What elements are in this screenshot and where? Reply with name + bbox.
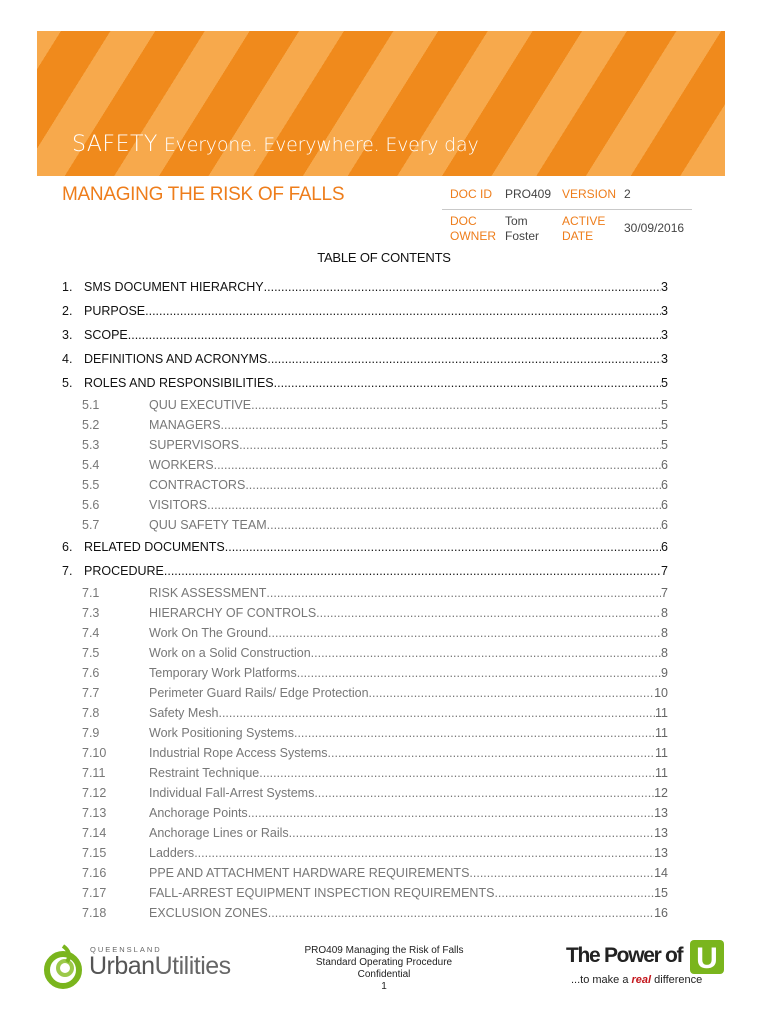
toc-entry-number: 5. bbox=[62, 376, 73, 390]
toc-entry-title: SCOPE bbox=[84, 328, 128, 342]
toc-entry-title: MANAGERS bbox=[149, 418, 221, 432]
toc-entry-number: 7.15 bbox=[82, 846, 107, 860]
banner-slogan bbox=[72, 132, 479, 157]
toc-entry-title: PROCEDURE bbox=[84, 564, 164, 578]
toc-entry-number: 7.7 bbox=[82, 686, 100, 700]
toc-entry-number: 7.18 bbox=[82, 906, 107, 920]
toc-entry-leader bbox=[245, 475, 661, 495]
toc-entry-title: RISK ASSESSMENT bbox=[149, 586, 267, 600]
doc-owner-value-line2: Foster bbox=[505, 229, 540, 243]
toc-entry-title: CONTRACTORS bbox=[149, 478, 246, 492]
toc-entry[interactable] bbox=[62, 435, 668, 455]
toc-entry-page: 11 bbox=[655, 726, 668, 740]
power-tagline bbox=[571, 974, 702, 986]
toc-entry-number: 7.13 bbox=[82, 806, 107, 820]
toc-entry-number: 6. bbox=[62, 540, 73, 554]
toc-entry[interactable] bbox=[62, 663, 668, 683]
toc-entry-leader bbox=[469, 863, 654, 883]
active-date-label-line2: DATE bbox=[562, 229, 594, 243]
toc-entry-leader bbox=[225, 535, 661, 559]
toc-entry-leader bbox=[214, 455, 661, 475]
toc-entry[interactable] bbox=[62, 883, 668, 903]
toc-entry-leader bbox=[145, 299, 661, 323]
toc-entry-leader bbox=[267, 347, 661, 371]
toc-entry-page: 6 bbox=[661, 540, 668, 554]
logo-word-utilities: Utilities bbox=[154, 952, 231, 980]
banner-tagline: Everyone. Everywhere. Every day bbox=[163, 134, 479, 156]
toc-entry[interactable] bbox=[62, 903, 668, 923]
toc-entry-number: 7.1 bbox=[82, 586, 100, 600]
toc-entry-page: 13 bbox=[654, 826, 668, 840]
toc-entry-number: 7.5 bbox=[82, 646, 100, 660]
toc-entry-page: 5 bbox=[661, 418, 668, 432]
toc-entry[interactable] bbox=[62, 347, 668, 371]
toc-entry-title: Ladders bbox=[149, 846, 195, 860]
toc-entry-title: WORKERS bbox=[149, 458, 214, 472]
toc-entry-page: 8 bbox=[661, 606, 668, 620]
toc-entry[interactable] bbox=[62, 683, 668, 703]
doc-owner-value-line1: Tom bbox=[505, 214, 528, 228]
meta-row-1 bbox=[442, 183, 692, 210]
toc-entry-page: 12 bbox=[654, 786, 668, 800]
footer-doc-name: PRO409 Managing the Risk of Falls bbox=[304, 945, 464, 956]
toc-entry-page: 5 bbox=[661, 376, 668, 390]
toc-entry[interactable] bbox=[62, 623, 668, 643]
toc-entry[interactable] bbox=[62, 495, 668, 515]
toc-entry-page: 6 bbox=[661, 498, 668, 512]
toc-entry-page: 5 bbox=[661, 438, 668, 452]
toc-entry-leader bbox=[314, 783, 654, 803]
qld-urban-utilities-swirl-icon bbox=[43, 942, 83, 990]
toc-entry-page: 6 bbox=[661, 478, 668, 492]
banner-safety-word: SAFETY bbox=[72, 132, 158, 157]
toc-entry[interactable] bbox=[62, 723, 668, 743]
toc-entry-number: 7.16 bbox=[82, 866, 107, 880]
tagline-prefix: ...to make a bbox=[571, 974, 632, 986]
toc-entry-number: 5.5 bbox=[82, 478, 100, 492]
toc-entry-leader bbox=[267, 515, 661, 535]
safety-banner bbox=[37, 31, 725, 176]
toc-entry[interactable] bbox=[62, 583, 668, 603]
toc-heading: TABLE OF CONTENTS bbox=[317, 250, 451, 265]
toc-entry-page: 3 bbox=[661, 280, 668, 294]
toc-entry-number: 7.6 bbox=[82, 666, 100, 680]
toc-entry-number: 7.4 bbox=[82, 626, 100, 640]
toc-entry-number: 7.8 bbox=[82, 706, 100, 720]
toc-entry-number: 3. bbox=[62, 328, 73, 342]
toc-entry[interactable] bbox=[62, 299, 668, 323]
toc-entry-number: 5.2 bbox=[82, 418, 100, 432]
toc-entry-number: 7.3 bbox=[82, 606, 100, 620]
toc-entry-page: 15 bbox=[654, 886, 668, 900]
toc-entry-page: 3 bbox=[661, 304, 668, 318]
toc-entry-number: 5.3 bbox=[82, 438, 100, 452]
toc-entry-title: Restraint Technique bbox=[149, 766, 260, 780]
active-date-label-line1: ACTIVE bbox=[562, 214, 606, 228]
toc-entry[interactable] bbox=[62, 643, 668, 663]
toc-entry-leader bbox=[328, 743, 655, 763]
toc-entry-leader bbox=[266, 583, 661, 603]
toc-entry-leader bbox=[294, 723, 655, 743]
toc-entry-title: DEFINITIONS AND ACRONYMS bbox=[84, 352, 268, 366]
toc-entry-title: EXCLUSION ZONES bbox=[149, 906, 268, 920]
toc-entry[interactable] bbox=[62, 843, 668, 863]
toc-entry-page: 6 bbox=[661, 518, 668, 532]
toc-entry-title: QUU SAFETY TEAM bbox=[149, 518, 267, 532]
toc-entry-title: SUPERVISORS bbox=[149, 438, 240, 452]
power-u-letter: U bbox=[696, 942, 718, 974]
toc-entry[interactable] bbox=[62, 803, 668, 823]
power-u-icon bbox=[690, 940, 724, 974]
urban-utilities-logo bbox=[43, 942, 233, 992]
toc-entry-page: 7 bbox=[661, 586, 668, 600]
toc-entry-title: Individual Fall-Arrest Systems bbox=[149, 786, 315, 800]
toc-entry-number: 5.1 bbox=[82, 398, 100, 412]
toc-entry-page: 8 bbox=[661, 626, 668, 640]
toc-entry-number: 2. bbox=[62, 304, 73, 318]
toc-entry-page: 16 bbox=[654, 906, 668, 920]
toc-entry-title: Perimeter Guard Rails/ Edge Protection bbox=[149, 686, 369, 700]
toc-entry-title: Temporary Work Platforms bbox=[149, 666, 297, 680]
doc-id-label: DOC ID bbox=[450, 187, 492, 201]
logo-queensland-text: QUEENSLAND bbox=[90, 945, 162, 954]
toc-entry-page: 3 bbox=[661, 328, 668, 342]
tagline-suffix: difference bbox=[651, 974, 703, 986]
toc-entry-leader bbox=[221, 415, 662, 435]
toc-entry[interactable] bbox=[62, 823, 668, 843]
toc-entry-leader bbox=[369, 683, 655, 703]
toc-entry-leader bbox=[297, 663, 661, 683]
toc-entry-title: QUU EXECUTIVE bbox=[149, 398, 252, 412]
toc-entry-number: 5.4 bbox=[82, 458, 100, 472]
toc-entry-title: Safety Mesh bbox=[149, 706, 219, 720]
toc-entry-page: 11 bbox=[655, 746, 668, 760]
toc-entry-leader bbox=[494, 883, 654, 903]
toc-entry-leader bbox=[207, 495, 661, 515]
toc-entry-title: Work On The Ground bbox=[149, 626, 269, 640]
toc-entry[interactable] bbox=[62, 783, 668, 803]
footer-page-number: 1 bbox=[381, 981, 387, 992]
toc-entry-leader bbox=[264, 275, 661, 299]
toc-entry-title: SMS DOCUMENT HIERARCHY bbox=[84, 280, 264, 294]
toc-entry[interactable] bbox=[62, 703, 668, 723]
toc-entry-leader bbox=[194, 843, 654, 863]
power-of-u-logo bbox=[566, 940, 728, 992]
doc-owner-label-line1: DOC bbox=[450, 214, 477, 228]
toc-entry[interactable] bbox=[62, 455, 668, 475]
toc-entry-leader bbox=[128, 323, 661, 347]
toc-entry-number: 7.12 bbox=[82, 786, 107, 800]
toc-entry-leader bbox=[311, 643, 661, 663]
toc-entry-title: Anchorage Lines or Rails bbox=[149, 826, 289, 840]
active-date-value: 30/09/2016 bbox=[624, 221, 685, 235]
toc-entry[interactable] bbox=[62, 743, 668, 763]
toc-entry-number: 4. bbox=[62, 352, 73, 366]
toc-entry-page: 13 bbox=[654, 806, 668, 820]
toc-entry[interactable] bbox=[62, 275, 668, 299]
toc-entry[interactable] bbox=[62, 863, 668, 883]
document-title: MANAGING THE RISK OF FALLS bbox=[62, 184, 345, 205]
toc-entry-title: PPE AND ATTACHMENT HARDWARE REQUIREMENTS bbox=[149, 866, 470, 880]
toc-entry[interactable] bbox=[62, 559, 668, 583]
toc-entry-leader bbox=[268, 623, 661, 643]
toc-entry-page: 6 bbox=[661, 458, 668, 472]
toc-entry[interactable] bbox=[62, 395, 668, 415]
toc-entry-page: 14 bbox=[654, 866, 668, 880]
toc-entry-title: Work on a Solid Construction bbox=[149, 646, 311, 660]
toc-entry-number: 7. bbox=[62, 564, 73, 578]
toc-entry-leader bbox=[268, 903, 654, 923]
toc-entry-leader bbox=[218, 703, 655, 723]
toc-entry-number: 5.6 bbox=[82, 498, 100, 512]
toc-entry-leader bbox=[251, 395, 661, 415]
doc-owner-label-line2: OWNER bbox=[450, 229, 496, 243]
toc-entry-leader bbox=[274, 371, 661, 395]
toc-entry-page: 11 bbox=[655, 766, 668, 780]
toc-entry-leader bbox=[164, 559, 661, 583]
toc-entry-leader bbox=[239, 435, 661, 455]
toc-entry-leader bbox=[316, 603, 661, 623]
toc-entry-title: ROLES AND RESPONSIBILITIES bbox=[84, 376, 274, 390]
toc-entry-page: 9 bbox=[661, 666, 668, 680]
toc-entry-title: PURPOSE bbox=[84, 304, 146, 318]
toc-entry-number: 7.14 bbox=[82, 826, 107, 840]
version-value: 2 bbox=[624, 187, 631, 201]
footer-confidential: Confidential bbox=[357, 969, 411, 980]
toc-entry-number: 1. bbox=[62, 280, 73, 294]
toc-entry-title: Industrial Rope Access Systems bbox=[149, 746, 328, 760]
toc-entry[interactable] bbox=[62, 415, 668, 435]
toc-entry-page: 11 bbox=[655, 706, 668, 720]
toc-entry-number: 7.9 bbox=[82, 726, 100, 740]
toc-entry[interactable] bbox=[62, 371, 668, 395]
toc-entry[interactable] bbox=[62, 535, 668, 559]
toc-entry[interactable] bbox=[62, 323, 668, 347]
toc-entry-leader bbox=[259, 763, 655, 783]
toc-entry-number: 7.10 bbox=[82, 746, 107, 760]
toc-entry-title: FALL-ARREST EQUIPMENT INSPECTION REQUIREMENTS bbox=[149, 886, 495, 900]
toc-entry-title: VISITORS bbox=[149, 498, 208, 512]
toc-entry[interactable] bbox=[62, 515, 668, 535]
toc-entry-leader bbox=[289, 823, 654, 843]
toc-entry-title: Work Positioning Systems bbox=[149, 726, 294, 740]
toc-entry[interactable] bbox=[62, 475, 668, 495]
footer-document-info bbox=[284, 945, 484, 993]
toc-entry-title: HIERARCHY OF CONTROLS bbox=[149, 606, 317, 620]
toc-entry[interactable] bbox=[62, 603, 668, 623]
logo-word-urban: Urban bbox=[89, 952, 155, 980]
toc-entry-number: 7.17 bbox=[82, 886, 107, 900]
toc-entry-title: Anchorage Points bbox=[149, 806, 248, 820]
toc-entry-title: RELATED DOCUMENTS bbox=[84, 540, 225, 554]
toc-entry-number: 5.7 bbox=[82, 518, 100, 532]
toc-entry[interactable] bbox=[62, 763, 668, 783]
logo-wordmark bbox=[89, 952, 231, 981]
toc-entry-page: 7 bbox=[661, 564, 668, 578]
toc-entry-page: 10 bbox=[654, 686, 668, 700]
power-of-text: The Power of bbox=[566, 944, 683, 967]
toc-entry-page: 5 bbox=[661, 398, 668, 412]
version-label: VERSION bbox=[562, 187, 617, 201]
tagline-emphasis: real bbox=[631, 974, 652, 986]
toc-entry-page: 3 bbox=[661, 352, 668, 366]
table-of-contents bbox=[62, 275, 668, 923]
toc-entry-page: 8 bbox=[661, 646, 668, 660]
footer-doc-type: Standard Operating Procedure bbox=[315, 957, 453, 968]
toc-entry-leader bbox=[248, 803, 654, 823]
toc-entry-page: 13 bbox=[654, 846, 668, 860]
doc-id-value: PRO409 bbox=[505, 187, 552, 201]
toc-entry-number: 7.11 bbox=[82, 766, 106, 780]
